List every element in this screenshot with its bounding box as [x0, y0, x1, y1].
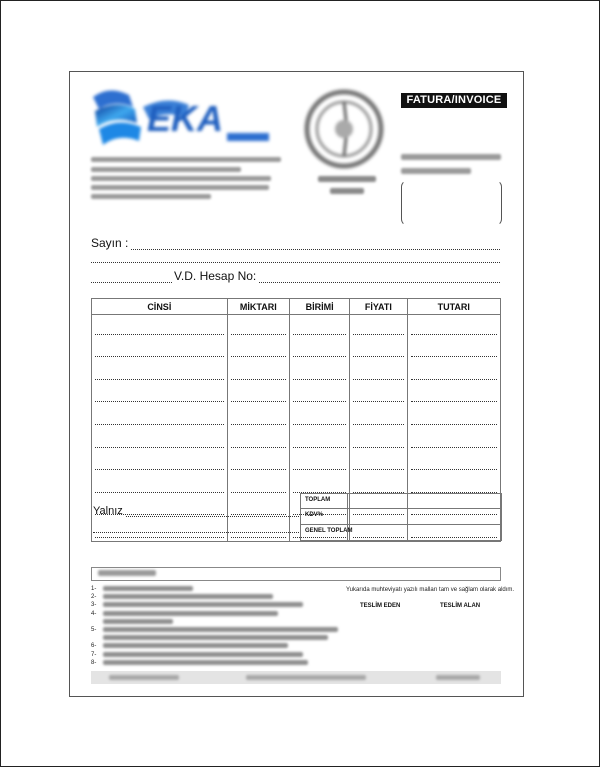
terms-line: 3- — [91, 601, 341, 609]
genel-toplam-label: GENEL TOPLAM — [305, 528, 353, 534]
toplam-row[interactable] — [301, 493, 501, 509]
receipt-note: Yukarıda muhteviyatı yazılı malları tam ve sağlam olarak aldım. — [346, 587, 515, 593]
terms-line: 8- — [91, 659, 341, 667]
col-fiyati: FİYATI — [350, 299, 407, 315]
table-row[interactable] — [92, 405, 501, 428]
invoice-sheet — [69, 71, 524, 697]
svg-text:EKA: EKA — [147, 98, 224, 139]
table-row[interactable] — [92, 451, 501, 474]
tax-number-line — [259, 272, 500, 283]
certification-seal — [303, 88, 385, 170]
stamp-box — [401, 180, 502, 226]
teslim-alan-label: TESLİM ALAN — [440, 603, 481, 609]
table-row[interactable] — [92, 383, 501, 406]
customer-address-line[interactable] — [91, 262, 500, 263]
col-tutari: TUTARI — [407, 299, 501, 315]
table-row[interactable] — [92, 360, 501, 383]
terms-line: 7- — [91, 651, 341, 659]
terms-line — [91, 618, 341, 626]
terms-line: 5- — [91, 626, 341, 634]
toplam-label: TOPLAM — [305, 497, 331, 503]
sayin-label: Sayın : — [91, 236, 129, 250]
table-row[interactable] — [92, 315, 501, 338]
kdv-label: KDV% — [305, 512, 324, 518]
amount-in-words-line — [126, 508, 299, 517]
totals-box — [300, 493, 502, 541]
totals-section — [91, 493, 501, 541]
table-row[interactable] — [92, 428, 501, 451]
terms-line: 2- — [91, 593, 341, 601]
col-cinsi: CİNSİ — [92, 299, 228, 315]
terms-list — [91, 585, 341, 667]
kdv-row[interactable] — [301, 508, 501, 524]
tax-office-label: V.D. Hesap No: — [174, 269, 257, 283]
yalniz-label: Yalnız — [93, 505, 123, 517]
amount-in-words-line-2[interactable] — [93, 526, 299, 533]
company-logo — [89, 87, 279, 149]
terms-line — [91, 634, 341, 642]
amount-in-words-row[interactable] — [93, 505, 299, 517]
collection-box[interactable] — [91, 567, 501, 581]
table-header — [92, 299, 501, 315]
contact-footer — [91, 671, 501, 684]
teslim-eden-label: TESLİM EDEN — [360, 603, 401, 609]
customer-name-line — [131, 239, 500, 250]
col-miktari: MİKTARI — [227, 299, 289, 315]
terms-line: 6- — [91, 642, 341, 650]
tax-office-row[interactable] — [91, 269, 500, 283]
tax-office-line — [91, 272, 172, 283]
table-row[interactable] — [92, 338, 501, 361]
customer-name-row[interactable] — [91, 236, 500, 250]
terms-line: 1- — [91, 585, 341, 593]
col-birimi: BİRİMİ — [289, 299, 349, 315]
document-title-badge: FATURA/INVOICE — [401, 93, 507, 108]
terms-line: 4- — [91, 610, 341, 618]
genel-toplam-row[interactable] — [301, 524, 501, 541]
